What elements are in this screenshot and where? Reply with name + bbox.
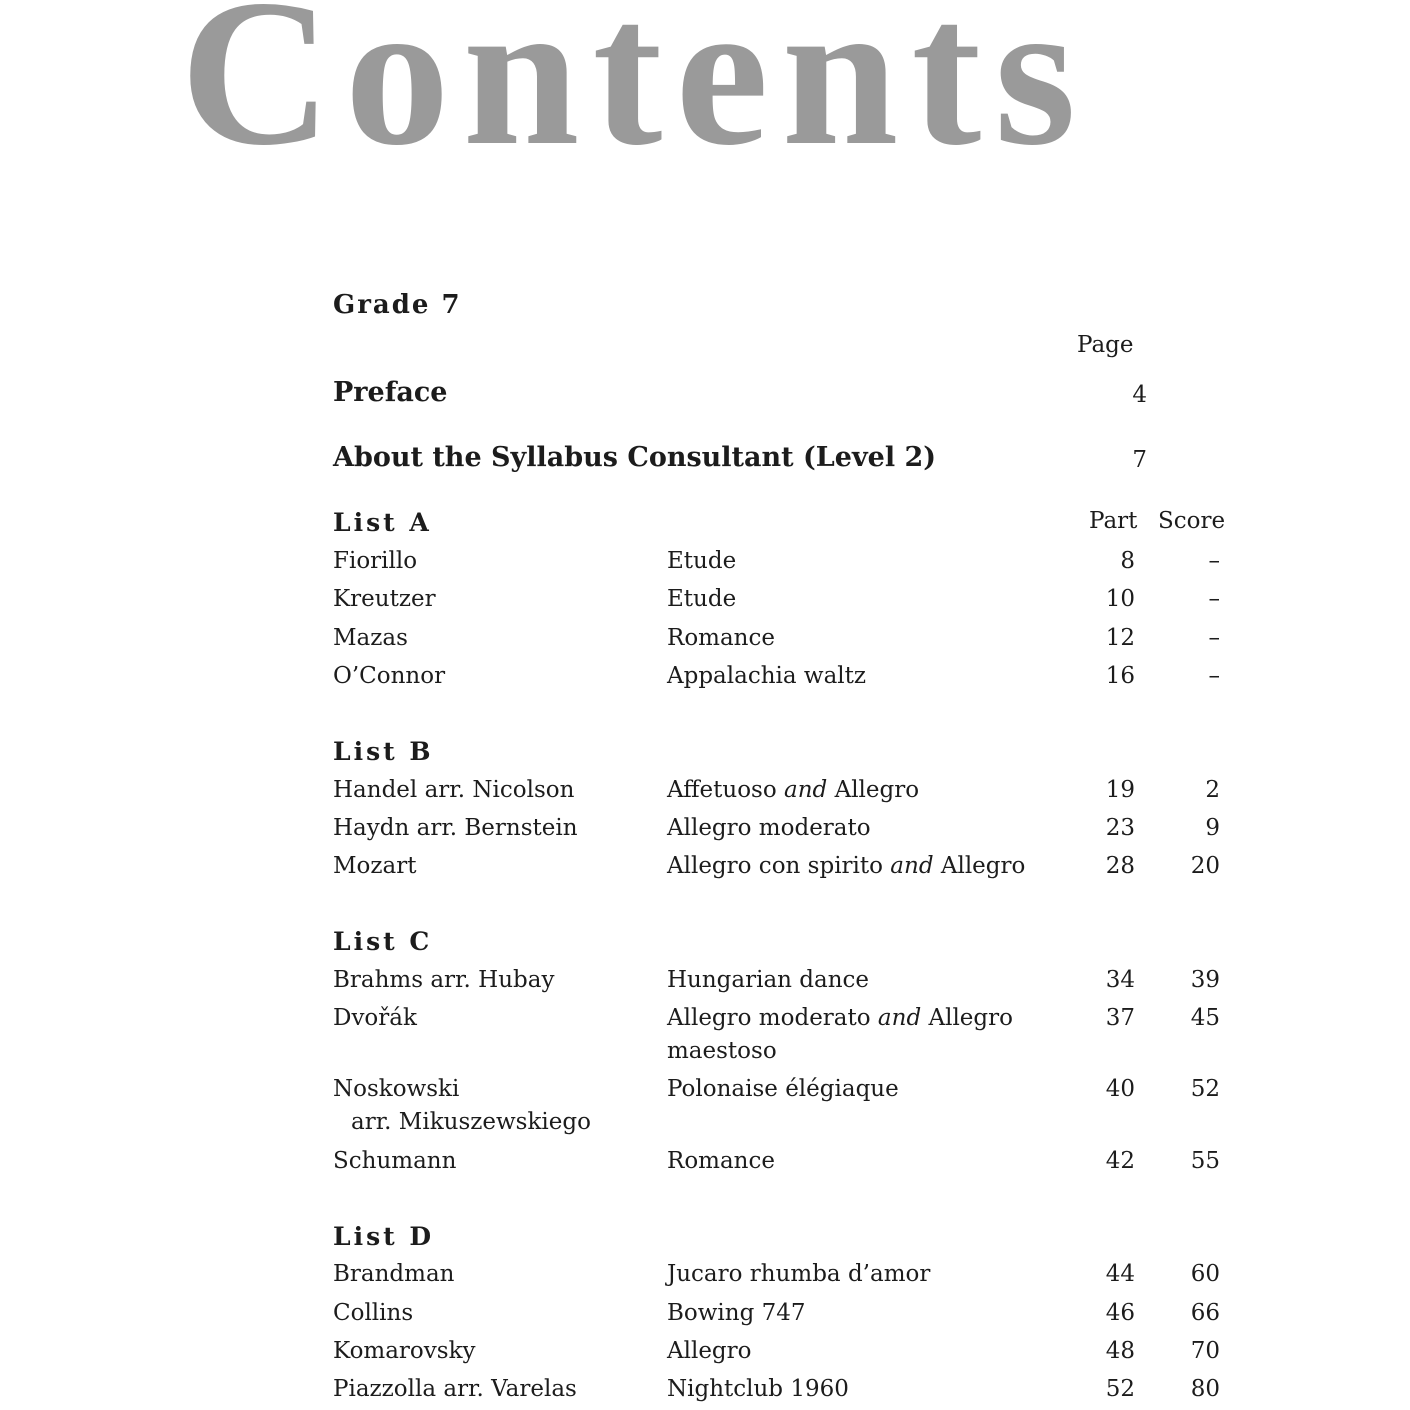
- score-page: 66: [1190, 1300, 1220, 1326]
- composer: Noskowski: [333, 1076, 460, 1102]
- piece-title[interactable]: Allegro moderato: [667, 815, 871, 841]
- composer: Collins: [333, 1300, 414, 1326]
- list-b-heading: List B: [333, 737, 434, 766]
- piece-title[interactable]: Nightclub 1960: [667, 1376, 849, 1402]
- part-page: 48: [1105, 1338, 1135, 1364]
- score-page: 9: [1205, 815, 1220, 841]
- part-page: 37: [1105, 1005, 1135, 1031]
- about-entry[interactable]: About the Syllabus Consultant (Level 2): [333, 442, 937, 473]
- composer: Mazas: [333, 625, 408, 651]
- list-a-heading: List A: [333, 508, 432, 537]
- part-page: 8: [1120, 548, 1135, 574]
- part-page: 10: [1105, 586, 1135, 612]
- part-page: 46: [1105, 1300, 1135, 1326]
- composer: Mozart: [333, 853, 417, 879]
- composer: Brandman: [333, 1261, 455, 1287]
- score-page: 55: [1190, 1148, 1220, 1174]
- score-page: –: [1208, 625, 1220, 651]
- part-page: 34: [1105, 967, 1135, 993]
- score-page: –: [1208, 586, 1220, 612]
- score-page: 70: [1190, 1338, 1220, 1364]
- title-part: Allegro: [940, 853, 1026, 879]
- page-heading: Contents: [180, 0, 1090, 189]
- title-conjunction: and: [890, 853, 934, 879]
- composer-continued: arr. Mikuszewskiego: [351, 1109, 591, 1135]
- composer: Kreutzer: [333, 586, 436, 612]
- piece-title[interactable]: Polonaise élégiaque: [667, 1076, 899, 1102]
- piece-title[interactable]: Appalachia waltz: [667, 663, 867, 689]
- piece-title-continued: maestoso: [667, 1038, 777, 1064]
- grade-heading: Grade 7: [333, 290, 462, 320]
- part-page: 44: [1105, 1261, 1135, 1287]
- composer: Brahms arr. Hubay: [333, 967, 555, 993]
- title-part: Affetuoso: [667, 777, 777, 803]
- score-page: 60: [1190, 1261, 1220, 1287]
- preface-entry[interactable]: Preface: [333, 377, 448, 408]
- part-page: 12: [1105, 625, 1135, 651]
- score-page: 80: [1190, 1376, 1220, 1402]
- title-part: Allegro con spirito: [667, 853, 883, 879]
- composer: Dvořák: [333, 1005, 417, 1031]
- composer: Piazzolla arr. Varelas: [333, 1376, 577, 1402]
- part-page: 28: [1105, 853, 1135, 879]
- title-conjunction: and: [784, 777, 828, 803]
- piece-title[interactable]: [667, 853, 1025, 879]
- composer: Fiorillo: [333, 548, 418, 574]
- piece-title[interactable]: Romance: [667, 1148, 775, 1174]
- composer: Haydn arr. Bernstein: [333, 815, 578, 841]
- part-page: 40: [1105, 1076, 1135, 1102]
- piece-title[interactable]: Jucaro rhumba d’amor: [667, 1261, 931, 1287]
- score-page: 39: [1190, 967, 1220, 993]
- composer: Schumann: [333, 1148, 457, 1174]
- part-page: 16: [1105, 663, 1135, 689]
- piece-title[interactable]: [667, 777, 919, 803]
- title-conjunction: and: [877, 1005, 922, 1031]
- composer: Handel arr. Nicolson: [333, 777, 575, 803]
- preface-page: 4: [1132, 382, 1147, 408]
- part-page: 23: [1105, 815, 1135, 841]
- title-part: Allegro: [928, 1005, 1013, 1031]
- about-page: 7: [1132, 447, 1147, 473]
- part-column-header: Part: [1089, 508, 1138, 534]
- score-page: 20: [1190, 853, 1220, 879]
- piece-title[interactable]: Etude: [667, 548, 737, 574]
- composer: Komarovsky: [333, 1338, 476, 1364]
- part-page: 42: [1105, 1148, 1135, 1174]
- score-page: 52: [1190, 1076, 1220, 1102]
- score-page: –: [1208, 548, 1220, 574]
- piece-title[interactable]: Hungarian dance: [667, 967, 870, 993]
- title-part: Allegro: [834, 777, 920, 803]
- list-c-heading: List C: [333, 927, 433, 956]
- piece-title[interactable]: Etude: [667, 586, 737, 612]
- piece-title[interactable]: Allegro: [667, 1338, 752, 1364]
- composer: O’Connor: [333, 663, 446, 689]
- piece-title[interactable]: Bowing 747: [667, 1300, 806, 1326]
- piece-title[interactable]: Romance: [667, 625, 775, 651]
- score-page: 2: [1205, 777, 1220, 803]
- score-column-header: Score: [1158, 508, 1226, 534]
- title-part: Allegro moderato: [667, 1005, 871, 1031]
- list-d-heading: List D: [333, 1222, 435, 1251]
- score-page: 45: [1190, 1005, 1220, 1031]
- part-page: 19: [1105, 777, 1135, 803]
- piece-title[interactable]: [667, 1005, 1013, 1031]
- page-column-header: Page: [1077, 332, 1134, 358]
- score-page: –: [1208, 663, 1220, 689]
- part-page: 52: [1105, 1376, 1135, 1402]
